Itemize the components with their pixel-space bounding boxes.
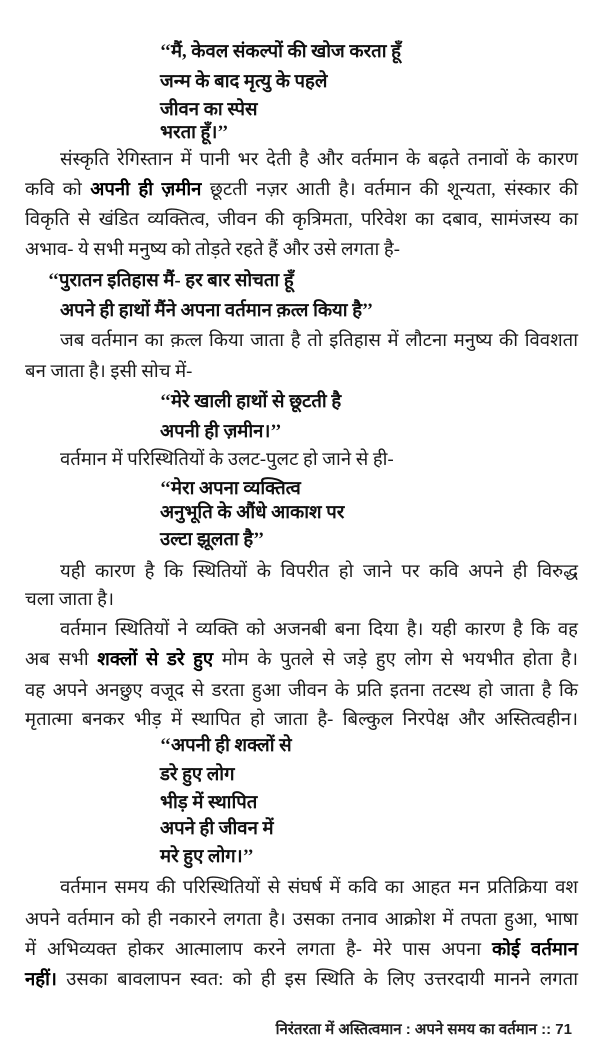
text-segment: कवि को: [25, 180, 91, 200]
bold-emphasis: नहीं।: [25, 970, 57, 990]
poem-line: [48, 269, 294, 293]
text-segment: वर्तमान समय की परिस्थितियों से संघर्ष में कवि का आहत मन प्रतिक्रिया वश: [60, 878, 578, 898]
text-line: [60, 618, 578, 642]
text-line: [60, 329, 578, 353]
poem-line: [160, 791, 257, 815]
text-line: [25, 679, 578, 703]
text-line: [25, 938, 578, 962]
poem-line: [160, 734, 292, 758]
text-segment: ‘‘मेरे खाली हाथों से छूटती है: [160, 392, 342, 412]
poem-line: [160, 528, 264, 552]
text-line: [60, 560, 578, 584]
text-segment: अब सभी: [25, 650, 98, 670]
text-segment: अपने वर्तमान को ही नकारने लगता है। उसका तनाव आक्रोश में तपता हुआ, भाषा: [25, 910, 578, 930]
poem-line: [160, 70, 327, 94]
poem-line: [160, 845, 254, 869]
poem-line: [160, 98, 258, 122]
text-line: [25, 588, 114, 612]
text-line: [25, 908, 578, 932]
poem-line: [160, 390, 341, 414]
poem-line: [160, 40, 401, 64]
text-segment: संस्कृति रेगिस्तान में पानी भर देती है और वर्तमान के बढ़ते तनावों के कारण: [60, 150, 578, 170]
text-segment: मृतात्मा बनकर भीड़ में स्थापित हो जाता है- बिल्कुल निरपेक्ष और अस्तित्वहीन।: [25, 710, 578, 730]
text-segment: में अभिव्यक्त होकर आत्मालाप करने लगता है- मेरे पास अपना: [25, 940, 492, 960]
text-segment: भीड़ में स्थापित: [160, 793, 258, 813]
text-line: [60, 876, 578, 900]
poem-line: [160, 817, 274, 841]
text-line: [25, 968, 578, 992]
text-segment: जीवन का स्पेस: [160, 100, 258, 120]
text-segment: अभाव- ये सभी मनुष्य को तोड़ते रहते हैं और उसे लगता है-: [25, 240, 400, 260]
text-line: [25, 360, 192, 384]
text-segment: मरे हुए लोग।’’: [160, 847, 254, 867]
text-segment: बन जाता है। इसी सोच में-: [25, 362, 193, 382]
poem-line: [160, 763, 235, 787]
text-segment: उल्टा झूलता है’’: [160, 530, 265, 550]
text-segment: डरे हुए लोग: [160, 765, 235, 785]
text-segment: मोम के पुतले से जड़े हुए लोग से भयभीत होता है।: [213, 650, 578, 670]
text-segment: अनुभूति के औंधे आकाश पर: [160, 503, 345, 523]
text-line: [25, 708, 578, 732]
text-segment: अपने ही हाथों मैंने अपना वर्तमान क़त्ल किया है’’: [60, 301, 373, 321]
bold-emphasis: कोई वर्तमान: [491, 940, 578, 960]
text-line: [60, 448, 394, 472]
text-segment: चला जाता है।: [25, 590, 115, 610]
text-segment: अपने ही जीवन में: [160, 819, 274, 839]
text-segment: अपनी ही ज़मीन।’’: [160, 422, 282, 442]
text-segment: ‘‘मैं, केवल संकल्पों की खोज करता हूँ: [160, 42, 401, 62]
text-line: [25, 648, 578, 672]
poem-line: [160, 477, 301, 501]
text-segment: छूटती नज़र आती है। वर्तमान की शून्यता, संस्कार की: [201, 180, 578, 200]
poem-line: [160, 121, 228, 145]
text-segment: उसका बावलापन स्वत: को ही इस स्थिति के लिए उत्तरदायी मानने लगता: [56, 970, 578, 990]
text-segment: जब वर्तमान का क़त्ल किया जाता है तो इतिहास में लौटना मनुष्य की विवशता: [60, 331, 578, 351]
poem-line: [160, 501, 344, 525]
text-line: [60, 148, 578, 172]
text-segment: ‘‘मेरा अपना व्यक्तित्व: [160, 479, 301, 499]
text-segment: जन्म के बाद मृत्यु के पहले: [160, 72, 328, 92]
text-line: [25, 178, 578, 202]
bold-emphasis: शक्लों से डरे हुए: [97, 650, 214, 670]
text-line: [25, 208, 578, 232]
text-segment: ‘‘पुरातन इतिहास मैं- हर बार सोचता हूँ: [48, 271, 294, 291]
bold-emphasis: अपनी ही ज़मीन: [90, 180, 202, 200]
text-segment: वर्तमान में परिस्थितियों के उलट-पुलट हो जाने से ही-: [60, 450, 394, 470]
text-segment: विकृति से खंडित व्यक्तित्व, जीवन की कृत्रिमता, परिवेश का दबाव, सामंजस्य का: [25, 210, 578, 230]
text-segment: वर्तमान स्थितियों ने व्यक्ति को अजनबी बना दिया है। यही कारण है कि वह: [60, 620, 578, 640]
text-line: [25, 238, 400, 262]
text-segment: यही कारण है कि स्थितियों के विपरीत हो जाने पर कवि अपने ही विरुद्ध: [60, 562, 578, 582]
text-segment: वह अपने अनछुए वजूद से डरता हुआ जीवन के प्रति इतना तटस्थ हो जाता है कि: [25, 681, 578, 701]
text-segment: ‘‘अपनी ही शक्लों से: [160, 736, 292, 756]
running-footer-page-number: निरंतरता में अस्तित्वमान : अपने समय का वर्तमान :: 71: [275, 1021, 572, 1038]
text-segment: भरता हूँ।’’: [160, 123, 229, 143]
poem-line: [160, 420, 281, 444]
poem-line: [60, 299, 373, 323]
